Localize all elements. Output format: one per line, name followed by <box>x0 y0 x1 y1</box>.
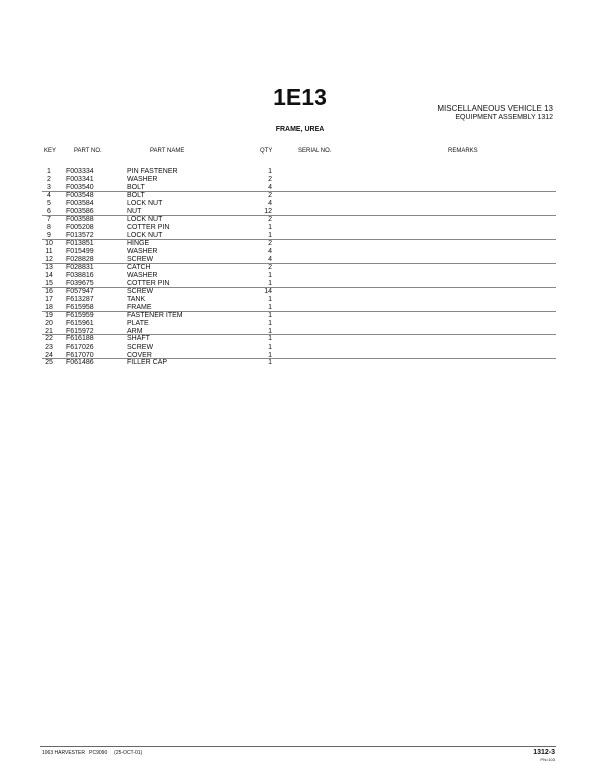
footer-divider <box>40 746 556 747</box>
key-cell: 9 <box>47 232 51 240</box>
qty-cell: 2 <box>268 239 272 247</box>
table-row <box>42 215 556 224</box>
qty-cell: 2 <box>268 176 272 184</box>
qty-cell: 1 <box>268 335 272 343</box>
part-name-cell: PLATE <box>127 319 149 327</box>
table-row <box>42 239 556 248</box>
part-name-cell: FILLER CAP <box>127 359 168 367</box>
part-no-cell: F615961 <box>66 319 94 327</box>
col-part-name: PART NAME <box>150 148 185 154</box>
qty-cell: 1 <box>268 223 272 231</box>
key-cell: 20 <box>45 319 53 327</box>
section-title: FRAME, UREA <box>275 126 325 133</box>
qty-cell: 4 <box>268 184 272 192</box>
qty-cell: 1 <box>268 279 272 287</box>
qty-cell: 1 <box>268 271 272 279</box>
table-row <box>42 287 556 296</box>
key-cell: 8 <box>47 223 51 231</box>
table-row <box>42 296 556 304</box>
table-row <box>42 248 556 256</box>
part-no-cell: F015499 <box>66 247 94 255</box>
qty-cell: 1 <box>268 303 272 311</box>
col-qty: QTY <box>260 148 273 154</box>
part-no-cell: F013851 <box>66 239 94 247</box>
part-no-cell: F003341 <box>66 176 94 184</box>
qty-cell: 1 <box>268 311 272 319</box>
part-name-cell: LOCK NUT <box>127 215 163 223</box>
col-key: KEY <box>44 148 57 154</box>
part-no-cell: F003548 <box>66 191 94 199</box>
subtitle-assembly: EQUIPMENT ASSEMBLY 1312 <box>455 114 553 121</box>
part-no-cell: F028831 <box>66 263 94 271</box>
part-name-cell: SCREW <box>127 343 154 351</box>
part-no-cell: F613287 <box>66 295 94 303</box>
part-name-cell: COTTER PIN <box>127 223 170 231</box>
part-no-cell: F615959 <box>66 311 94 319</box>
part-no-cell: F005208 <box>66 223 94 231</box>
key-cell: 5 <box>47 200 51 208</box>
part-no-cell: F003588 <box>66 215 94 223</box>
qty-cell: 12 <box>264 208 272 216</box>
table-row <box>42 272 556 280</box>
part-no-cell: F003586 <box>66 208 94 216</box>
key-cell: 24 <box>45 351 53 359</box>
part-name-cell: WASHER <box>127 271 158 279</box>
part-no-cell: F003540 <box>66 184 94 192</box>
key-cell: 19 <box>45 311 53 319</box>
part-no-cell: F617070 <box>66 351 94 359</box>
table-row <box>42 311 556 320</box>
table-row <box>42 176 556 184</box>
key-cell: 17 <box>45 295 53 303</box>
qty-cell: 1 <box>268 327 272 335</box>
key-cell: 14 <box>45 271 53 279</box>
parts-table <box>42 168 556 368</box>
table-row <box>42 263 556 272</box>
key-cell: 11 <box>45 247 53 255</box>
qty-cell: 1 <box>268 295 272 303</box>
pn-code: PN=103 <box>540 757 555 762</box>
qty-cell: 4 <box>268 256 272 264</box>
key-cell: 4 <box>47 191 51 199</box>
part-name-cell: CATCH <box>127 263 151 271</box>
key-cell: 10 <box>45 239 53 247</box>
part-name-cell: TANK <box>127 295 146 303</box>
part-name-cell: SHAFT <box>127 335 150 343</box>
key-cell: 16 <box>45 287 53 295</box>
part-no-cell: F061486 <box>66 359 94 367</box>
part-name-cell: PIN FASTENER <box>127 168 178 175</box>
part-name-cell: LOCK NUT <box>127 232 163 240</box>
part-no-cell: F003584 <box>66 200 94 208</box>
col-part-no: PART NO. <box>74 148 102 154</box>
key-cell: 12 <box>45 256 53 264</box>
key-cell: 1 <box>47 168 51 175</box>
part-name-cell: COVER <box>127 351 152 359</box>
key-cell: 15 <box>45 279 53 287</box>
part-name-cell: ARM <box>127 327 143 335</box>
table-row <box>42 224 556 232</box>
key-cell: 13 <box>45 263 53 271</box>
qty-cell: 14 <box>264 287 272 295</box>
part-no-cell: F013572 <box>66 232 94 240</box>
part-no-cell: F616188 <box>66 335 94 343</box>
key-cell: 22 <box>45 335 53 343</box>
page-number: 1312-3 <box>533 749 555 756</box>
key-cell: 18 <box>45 303 53 311</box>
part-name-cell: SCREW <box>127 256 154 264</box>
key-cell: 25 <box>45 359 53 367</box>
part-no-cell: F038816 <box>66 271 94 279</box>
part-name-cell: SCREW <box>127 287 154 295</box>
qty-cell: 4 <box>268 247 272 255</box>
key-cell: 3 <box>47 184 51 192</box>
part-name-cell: NUT <box>127 208 142 216</box>
table-row <box>42 334 556 343</box>
part-name-cell: COTTER PIN <box>127 279 170 287</box>
table-row <box>42 344 556 352</box>
qty-cell: 1 <box>268 232 272 240</box>
key-cell: 21 <box>45 327 53 335</box>
table-row <box>42 358 556 367</box>
part-name-cell: WASHER <box>127 176 158 184</box>
key-cell: 6 <box>47 208 51 216</box>
part-name-cell: HINGE <box>127 239 150 247</box>
part-name-cell: FRAME <box>127 303 152 311</box>
part-name-cell: FASTENER ITEM <box>127 311 183 319</box>
part-name-cell: WASHER <box>127 247 158 255</box>
qty-cell: 1 <box>268 343 272 351</box>
subtitle-vehicle: MISCELLANEOUS VEHICLE 13 <box>437 104 553 113</box>
part-no-cell: F039675 <box>66 279 94 287</box>
part-name-cell: LOCK NUT <box>127 200 163 208</box>
table-row <box>42 191 556 200</box>
part-no-cell: F003334 <box>66 168 94 175</box>
qty-cell: 1 <box>268 168 272 175</box>
part-name-cell: BOLT <box>127 184 145 192</box>
qty-cell: 2 <box>268 263 272 271</box>
table-row <box>42 320 556 328</box>
key-cell: 7 <box>47 215 51 223</box>
key-cell: 2 <box>47 176 51 184</box>
qty-cell: 4 <box>268 200 272 208</box>
part-no-cell: F028828 <box>66 256 94 264</box>
qty-cell: 2 <box>268 215 272 223</box>
part-no-cell: F057947 <box>66 287 94 295</box>
part-no-cell: F615958 <box>66 303 94 311</box>
part-name-cell: BOLT <box>127 191 145 199</box>
key-cell: 23 <box>45 343 53 351</box>
qty-cell: 1 <box>268 359 272 367</box>
table-row <box>42 168 556 176</box>
part-no-cell: F615972 <box>66 327 94 335</box>
col-serial-no: SERIAL NO. <box>298 148 332 154</box>
qty-cell: 1 <box>268 319 272 327</box>
footer-info: 1063 HARVESTER PC9090 (25-OCT-01) <box>42 750 143 756</box>
part-no-cell: F617026 <box>66 343 94 351</box>
col-remarks: REMARKS <box>448 148 478 154</box>
qty-cell: 2 <box>268 191 272 199</box>
qty-cell: 1 <box>268 351 272 359</box>
page-title: 1E13 <box>273 84 327 110</box>
table-row <box>42 200 556 208</box>
